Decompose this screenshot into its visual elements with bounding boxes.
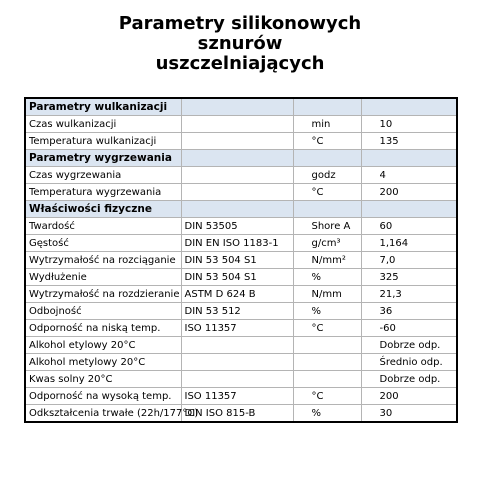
section-header-empty-cell — [181, 98, 293, 116]
param-name-cell: Odkształcenia trwałe (22h/177°C) — [25, 405, 181, 423]
page-title — [0, 14, 480, 74]
standard-cell — [181, 167, 293, 184]
param-name-cell: Alkohol metylowy 20°C — [25, 354, 181, 371]
standard-cell: ISO 11357 — [181, 320, 293, 337]
standard-cell — [181, 116, 293, 133]
standard-cell: DIN 53 504 S1 — [181, 252, 293, 269]
unit-cell — [293, 354, 361, 371]
table-row — [25, 235, 457, 252]
section-header-row — [25, 201, 457, 218]
param-name-cell: Twardość — [25, 218, 181, 235]
unit-cell: % — [293, 303, 361, 320]
standard-cell: ASTM D 624 B — [181, 286, 293, 303]
value-cell: 36 — [361, 303, 457, 320]
unit-cell: °C — [293, 388, 361, 405]
value-cell: Dobrze odp. — [361, 371, 457, 388]
standard-cell — [181, 133, 293, 150]
table-row — [25, 218, 457, 235]
value-cell: Średnio odp. — [361, 354, 457, 371]
value-cell: 200 — [361, 388, 457, 405]
standard-cell: DIN ISO 815-B — [181, 405, 293, 423]
unit-cell: min — [293, 116, 361, 133]
standard-cell: DIN EN ISO 1183-1 — [181, 235, 293, 252]
table-row — [25, 133, 457, 150]
param-name-cell: Czas wulkanizacji — [25, 116, 181, 133]
unit-cell: godz — [293, 167, 361, 184]
value-cell: 1,164 — [361, 235, 457, 252]
parameters-table-body — [25, 98, 457, 422]
standard-cell: DIN 53505 — [181, 218, 293, 235]
param-name-cell: Alkohol etylowy 20°C — [25, 337, 181, 354]
value-cell: 325 — [361, 269, 457, 286]
table-row — [25, 320, 457, 337]
standard-cell — [181, 371, 293, 388]
unit-cell: Shore A — [293, 218, 361, 235]
section-header-empty-cell — [293, 150, 361, 167]
param-name-cell: Gęstość — [25, 235, 181, 252]
unit-cell: % — [293, 405, 361, 423]
section-header-row — [25, 150, 457, 167]
param-name-cell: Odbojność — [25, 303, 181, 320]
param-name-cell: Temperatura wulkanizacji — [25, 133, 181, 150]
table-row — [25, 184, 457, 201]
value-cell: 10 — [361, 116, 457, 133]
param-name-cell: Kwas solny 20°C — [25, 371, 181, 388]
table-row — [25, 337, 457, 354]
section-header-empty-cell — [293, 201, 361, 218]
section-header-row — [25, 98, 457, 116]
table-row — [25, 269, 457, 286]
param-name-cell: Wytrzymałość na rozdzieranie — [25, 286, 181, 303]
unit-cell: °C — [293, 320, 361, 337]
param-name-cell: Czas wygrzewania — [25, 167, 181, 184]
unit-cell: N/mm² — [293, 252, 361, 269]
table-row — [25, 286, 457, 303]
value-cell: Dobrze odp. — [361, 337, 457, 354]
value-cell: 135 — [361, 133, 457, 150]
unit-cell — [293, 337, 361, 354]
section-header-empty-cell — [361, 201, 457, 218]
table-row — [25, 371, 457, 388]
standard-cell: DIN 53 504 S1 — [181, 269, 293, 286]
param-name-cell: Temperatura wygrzewania — [25, 184, 181, 201]
value-cell: 60 — [361, 218, 457, 235]
section-header-empty-cell — [181, 150, 293, 167]
unit-cell: % — [293, 269, 361, 286]
title-line-1: Parametry silikonowych — [118, 13, 362, 34]
unit-cell: °C — [293, 133, 361, 150]
title-line-3: uszczelniających — [155, 53, 325, 74]
value-cell: 200 — [361, 184, 457, 201]
param-name-cell: Wytrzymałość na rozciąganie — [25, 252, 181, 269]
table-row — [25, 116, 457, 133]
value-cell: -60 — [361, 320, 457, 337]
section-heading: Właściwości fizyczne — [25, 201, 181, 218]
table-row — [25, 303, 457, 320]
param-name-cell: Odporność na niską temp. — [25, 320, 181, 337]
standard-cell — [181, 184, 293, 201]
standard-cell: ISO 11357 — [181, 388, 293, 405]
parameters-table — [24, 97, 458, 423]
table-row — [25, 354, 457, 371]
table-row — [25, 167, 457, 184]
param-name-cell: Wydłużenie — [25, 269, 181, 286]
section-header-empty-cell — [181, 201, 293, 218]
title-line-2: sznurów — [197, 33, 283, 54]
section-header-empty-cell — [361, 98, 457, 116]
standard-cell — [181, 354, 293, 371]
unit-cell: N/mm — [293, 286, 361, 303]
table-row — [25, 252, 457, 269]
section-heading: Parametry wulkanizacji — [25, 98, 181, 116]
param-name-cell: Odporność na wysoką temp. — [25, 388, 181, 405]
unit-cell: g/cm³ — [293, 235, 361, 252]
value-cell: 21,3 — [361, 286, 457, 303]
value-cell: 4 — [361, 167, 457, 184]
value-cell: 30 — [361, 405, 457, 423]
unit-cell: °C — [293, 184, 361, 201]
section-header-empty-cell — [361, 150, 457, 167]
table-row — [25, 405, 457, 423]
section-header-empty-cell — [293, 98, 361, 116]
standard-cell — [181, 337, 293, 354]
value-cell: 7,0 — [361, 252, 457, 269]
table-row — [25, 388, 457, 405]
unit-cell — [293, 371, 361, 388]
standard-cell: DIN 53 512 — [181, 303, 293, 320]
section-heading: Parametry wygrzewania — [25, 150, 181, 167]
